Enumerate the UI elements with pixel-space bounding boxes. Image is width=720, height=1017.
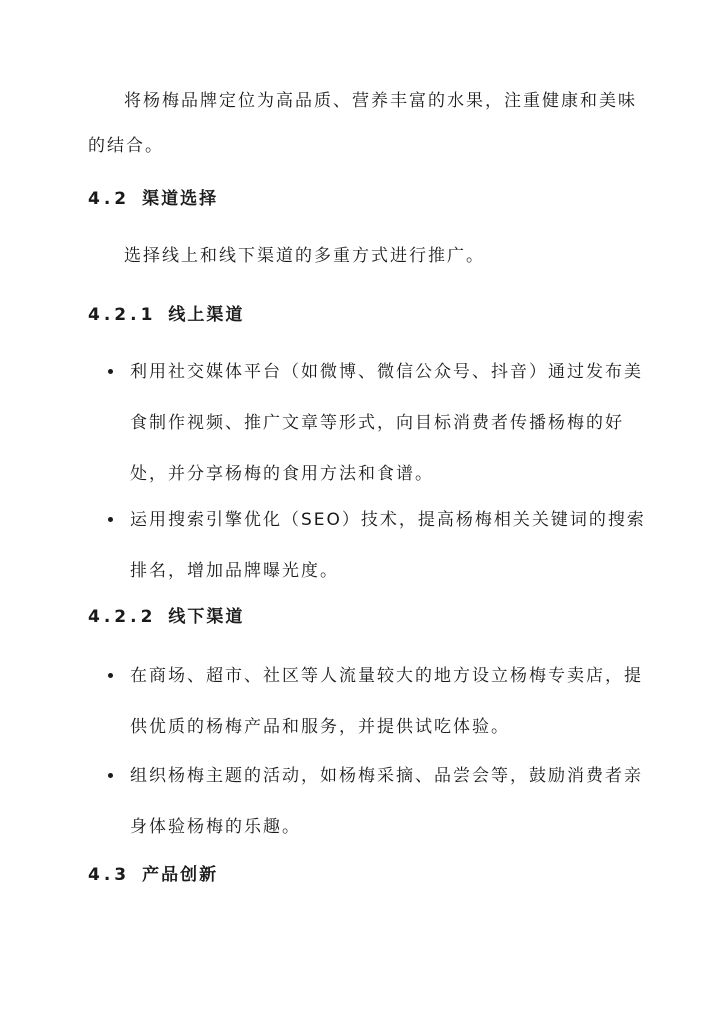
heading-4-3 bbox=[88, 863, 218, 887]
heading-title: 线下渠道 bbox=[168, 607, 245, 627]
heading-title: 线上渠道 bbox=[168, 305, 245, 325]
bullet-icon bbox=[108, 773, 113, 778]
list-item-text: 组织杨梅主题的活动，如杨梅采摘、品尝会等，鼓励消费者亲身体验杨梅的乐趣。 bbox=[130, 766, 643, 837]
bullet-icon bbox=[108, 517, 113, 522]
list-item bbox=[108, 751, 660, 853]
bullet-icon bbox=[108, 369, 113, 374]
list-item-text: 利用社交媒体平台（如微博、微信公众号、抖音）通过发布美食制作视频、推广文章等形式，向目标消费者传播杨梅的好处，并分享杨梅的食用方法和食谱。 bbox=[130, 362, 643, 484]
channel-intro-paragraph: 选择线上和线下渠道的多重方式进行推广。 bbox=[124, 246, 485, 266]
bullet-icon bbox=[108, 673, 113, 678]
list-item bbox=[108, 495, 660, 597]
heading-number: 4.2 bbox=[88, 189, 131, 209]
heading-number: 4.2.2 bbox=[88, 607, 157, 627]
heading-4-2-1 bbox=[88, 303, 244, 327]
list-item-text: 运用搜索引擎优化（SEO）技术，提高杨梅相关关键词的搜索排名，增加品牌曝光度。 bbox=[130, 510, 646, 581]
list-item bbox=[108, 651, 660, 753]
heading-title: 渠道选择 bbox=[142, 189, 219, 209]
heading-number: 4.3 bbox=[88, 865, 131, 885]
list-item-text: 在商场、超市、社区等人流量较大的地方设立杨梅专卖店，提供优质的杨梅产品和服务，并提供试吃体验。 bbox=[130, 666, 643, 737]
intro-paragraph: 将杨梅品牌定位为高品质、营养丰富的水果，注重健康和美味的结合。 bbox=[88, 91, 637, 156]
heading-4-2 bbox=[88, 187, 218, 211]
heading-title: 产品创新 bbox=[142, 865, 219, 885]
heading-number: 4.2.1 bbox=[88, 305, 157, 325]
list-item bbox=[108, 347, 660, 500]
heading-4-2-2 bbox=[88, 605, 244, 629]
